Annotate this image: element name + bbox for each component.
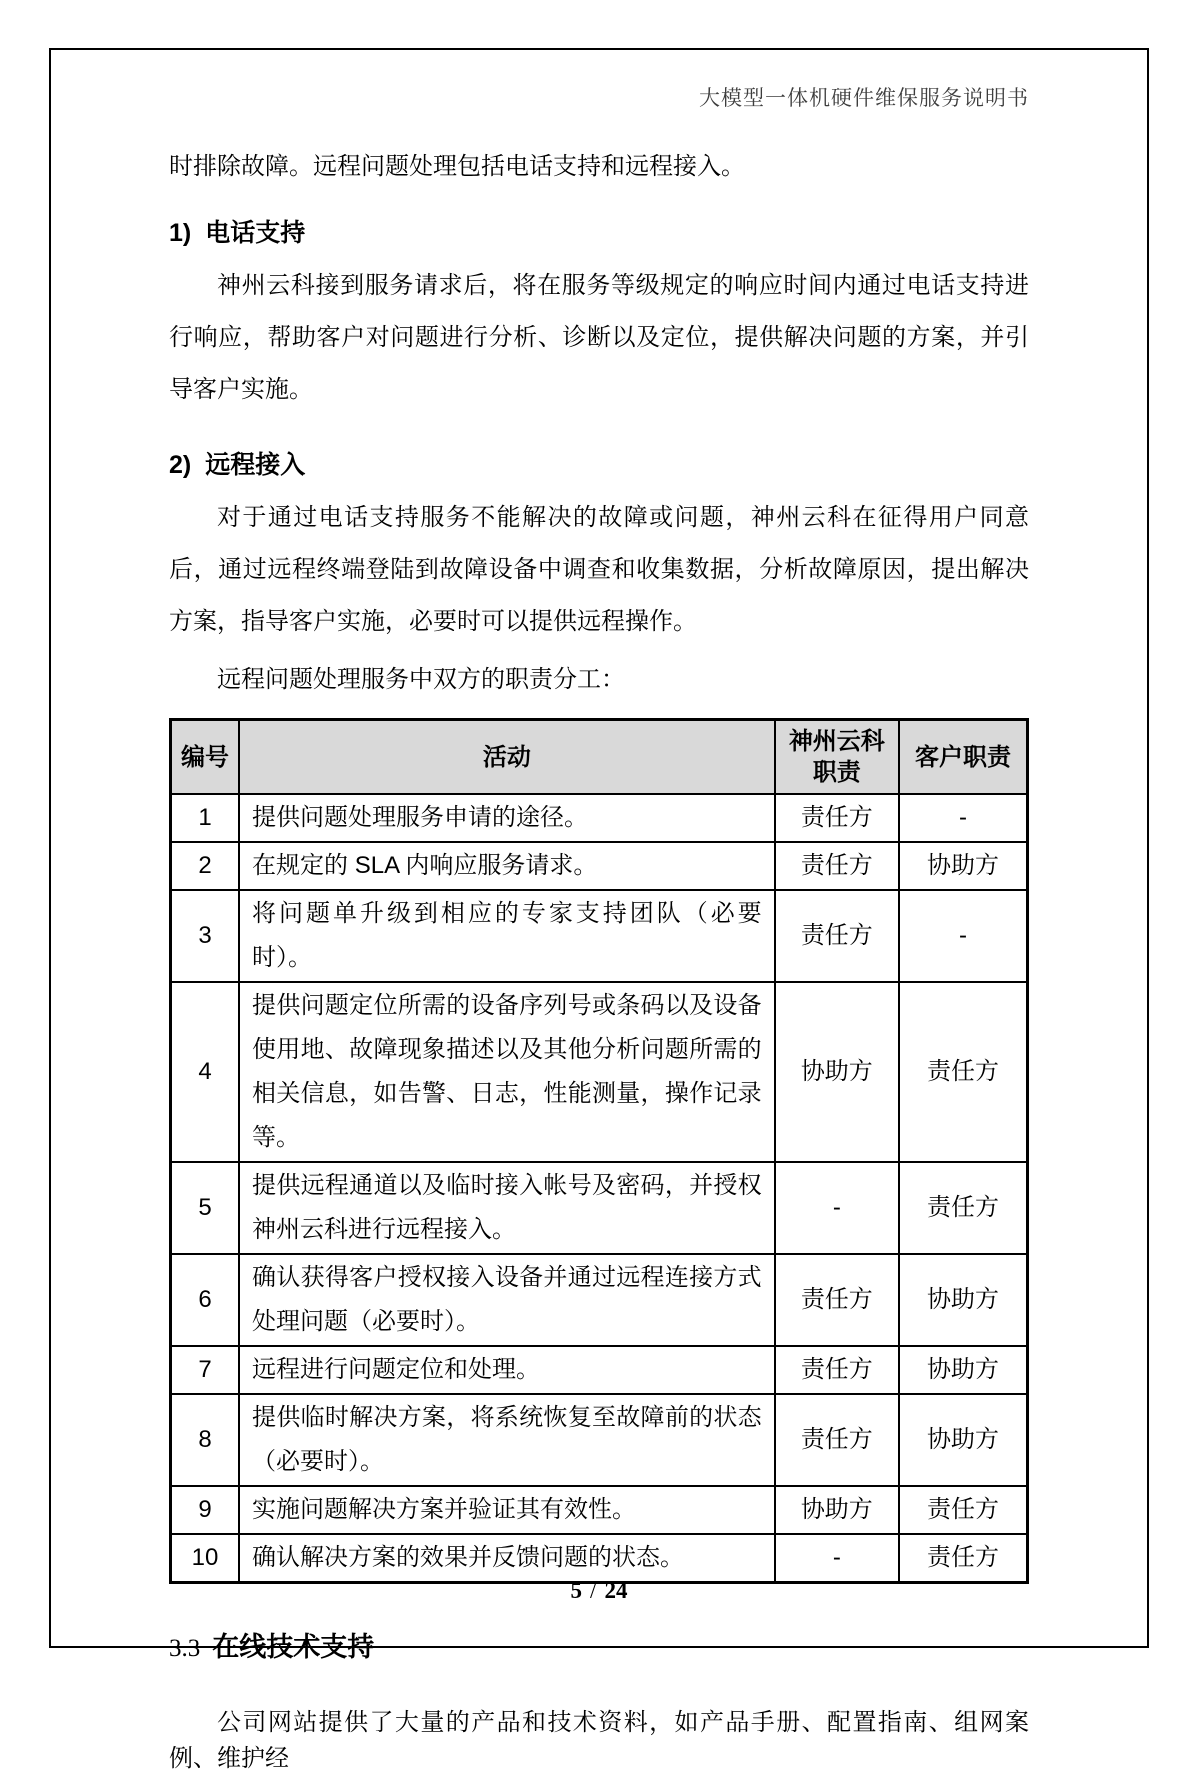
section-number: 3.3: [169, 1635, 201, 1662]
activity-cell: 提供临时解决方案，将系统恢复至故障前的状态（必要时）。: [239, 1394, 775, 1486]
online-support-paragraph: 公司网站提供了大量的产品和技术资料，如产品手册、配置指南、组网案例、维护经: [169, 1709, 1029, 1772]
activity-cell: 确认解决方案的效果并反馈问题的状态。: [239, 1534, 775, 1583]
row-number-cell: 10: [171, 1534, 240, 1583]
vendor-role-cell: -: [775, 1162, 899, 1254]
table-row: [171, 794, 1028, 842]
heading-number: 1): [169, 219, 192, 247]
customer-role-cell: 责任方: [899, 1162, 1028, 1254]
vendor-role-cell: 责任方: [775, 1254, 899, 1346]
activity-cell: 提供问题处理服务申请的途径。: [239, 794, 775, 842]
vendor-role-cell: 协助方: [775, 982, 899, 1162]
row-number-cell: 6: [171, 1254, 240, 1346]
activity-cell: 确认获得客户授权接入设备并通过远程连接方式处理问题（必要时）。: [239, 1254, 775, 1346]
section-heading-phone-support: [169, 218, 1029, 248]
header-cell-customer-role: 客户职责: [899, 720, 1028, 795]
document-header: [169, 82, 1029, 112]
vendor-role-cell: 责任方: [775, 1346, 899, 1394]
customer-role-cell: 协助方: [899, 1394, 1028, 1486]
table-row: [171, 982, 1028, 1162]
row-number-cell: 4: [171, 982, 240, 1162]
table-row: [171, 842, 1028, 890]
vendor-role-cell: -: [775, 1534, 899, 1583]
vendor-role-cell: 责任方: [775, 794, 899, 842]
heading-title: 远程接入: [205, 451, 306, 479]
row-number-cell: 3: [171, 890, 240, 982]
heading-number: 2): [169, 451, 192, 479]
footer-separator: /: [590, 1578, 597, 1603]
activity-cell: 提供问题定位所需的设备序列号或条码以及设备使用地、故障现象描述以及其他分析问题所需的相关信息，如告警、日志，性能测量，操作记录等。: [239, 982, 775, 1162]
customer-role-cell: 责任方: [899, 982, 1028, 1162]
table-intro-line: 远程问题处理服务中双方的职责分工：: [217, 666, 625, 693]
table-body: [171, 794, 1028, 1583]
table-row: [171, 1254, 1028, 1346]
activity-cell: 将问题单升级到相应的专家支持团队（必要时）。: [239, 890, 775, 982]
customer-role-cell: 协助方: [899, 1346, 1028, 1394]
row-number-cell: 2: [171, 842, 240, 890]
intro-paragraph: 时排除故障。远程问题处理包括电话支持和远程接入。: [169, 153, 745, 180]
row-number-cell: 1: [171, 794, 240, 842]
table-row: [171, 1346, 1028, 1394]
footer-total-pages: 24: [604, 1578, 628, 1603]
customer-role-cell: -: [899, 890, 1028, 982]
remote-access-paragraph: 对于通过电话支持服务不能解决的故障或问题，神州云科在征得用户同意后，通过远程终端登陆到故障设备中调查和收集数据，分析故障原因，提出解决方案，指导客户实施，必要时可以提供远程操作。: [169, 504, 1029, 635]
responsibility-table: [169, 718, 1029, 1584]
row-number-cell: 8: [171, 1394, 240, 1486]
row-number-cell: 9: [171, 1486, 240, 1534]
table-row: [171, 1162, 1028, 1254]
customer-role-cell: -: [899, 794, 1028, 842]
phone-support-paragraph: 神州云科接到服务请求后，将在服务等级规定的响应时间内通过电话支持进行响应，帮助客户对问题进行分析、诊断以及定位，提供解决问题的方案，并引导客户实施。: [169, 272, 1029, 403]
activity-cell: 远程进行问题定位和处理。: [239, 1346, 775, 1394]
table-header-row: [171, 720, 1028, 795]
footer-page-number: 5: [570, 1578, 583, 1603]
heading-title: 电话支持: [205, 219, 306, 247]
header-cell-activity: 活动: [239, 720, 775, 795]
customer-role-cell: 责任方: [899, 1486, 1028, 1534]
header-cell-number: 编号: [171, 720, 240, 795]
row-number-cell: 7: [171, 1346, 240, 1394]
activity-cell: 在规定的 SLA 内响应服务请求。: [239, 842, 775, 890]
activity-cell: 提供远程通道以及临时接入帐号及密码，并授权神州云科进行远程接入。: [239, 1162, 775, 1254]
table-row: [171, 890, 1028, 982]
page-footer: [51, 1578, 1147, 1604]
page-border: [49, 48, 1149, 1772]
customer-role-cell: 协助方: [899, 1254, 1028, 1346]
table-row: [171, 1486, 1028, 1534]
activity-cell: 实施问题解决方案并验证其有效性。: [239, 1486, 775, 1534]
vendor-role-cell: 责任方: [775, 890, 899, 982]
table-row: [171, 1394, 1028, 1486]
vendor-role-cell: 责任方: [775, 842, 899, 890]
page-content: [51, 82, 1147, 1777]
section-heading-remote-access: [169, 450, 1029, 480]
header-cell-vendor-role: 神州云科职责: [775, 720, 899, 795]
vendor-role-cell: 协助方: [775, 1486, 899, 1534]
section-title: 在线技术支持: [212, 1632, 375, 1662]
vendor-role-cell: 责任方: [775, 1394, 899, 1486]
section-heading-online-support: [169, 1630, 1029, 1669]
table-row: [171, 1534, 1028, 1583]
customer-role-cell: 协助方: [899, 842, 1028, 890]
customer-role-cell: 责任方: [899, 1534, 1028, 1583]
row-number-cell: 5: [171, 1162, 240, 1254]
document-header-title: 大模型一体机硬件维保服务说明书: [699, 86, 1029, 110]
